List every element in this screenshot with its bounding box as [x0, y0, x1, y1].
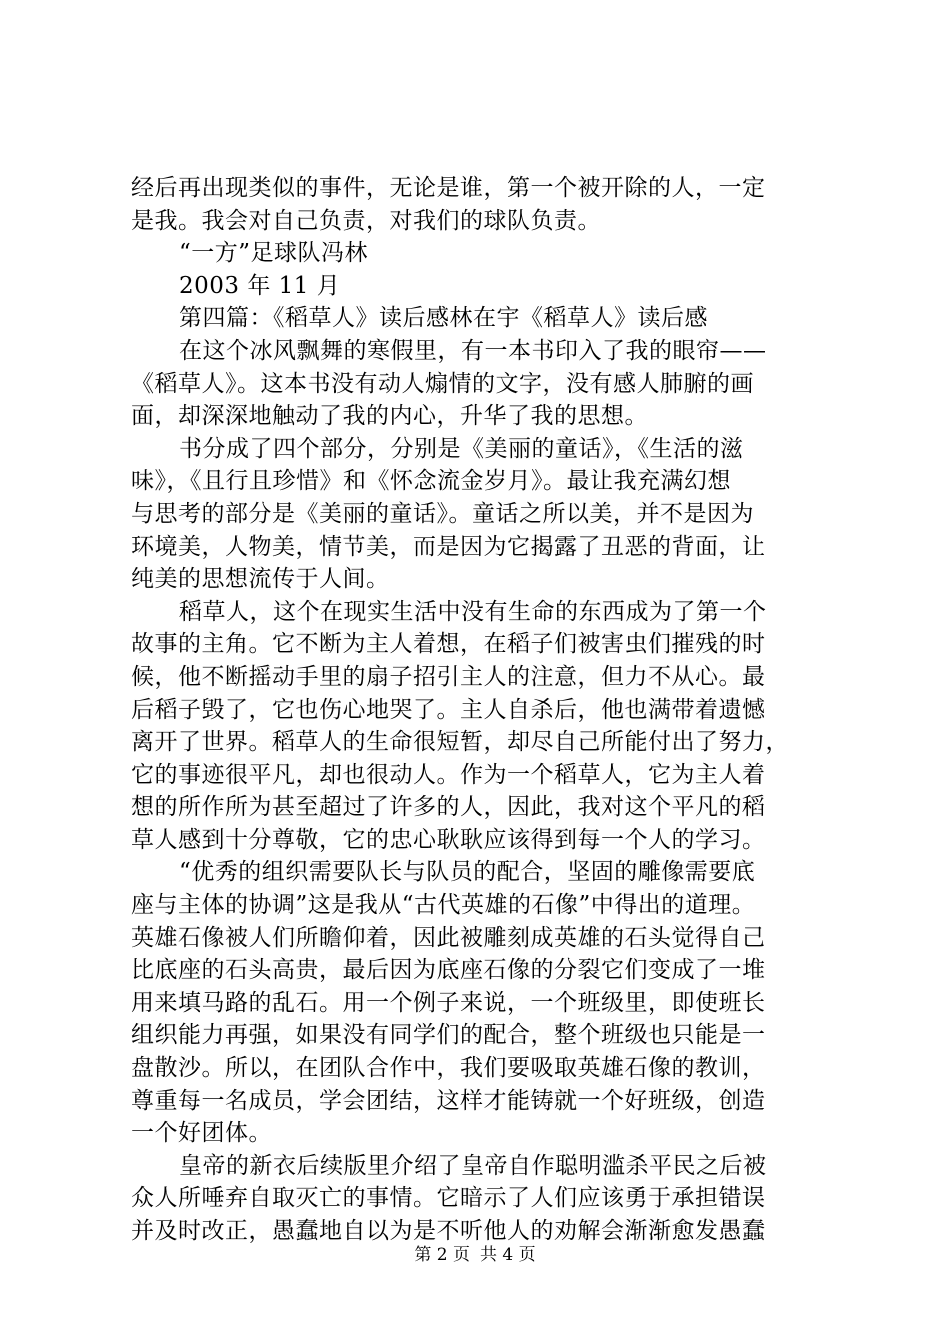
- text-line: 《稻草人》。这本书没有动人煽情的文字，没有感人肺腑的画: [131, 370, 754, 397]
- text-line: 座与主体的协调”这是我从“古代英雄的石像”中得出的道理。: [131, 892, 756, 919]
- text-line: 尊重每一名成员，学会团结，这样才能铸就一个好班级，创造: [131, 1087, 766, 1114]
- text-line: 离开了世界。稻草人的生命很短暂，却尽自己所能付出了努力，: [131, 729, 789, 756]
- text-line: 用来填马路的乱石。用一个例子来说，一个班级里，即使班长: [131, 989, 766, 1016]
- signature-line: “一方”足球队冯林: [179, 240, 369, 267]
- text-line: 稻草人，这个在现实生活中没有生命的东西成为了第一个: [179, 598, 767, 625]
- text-line: 盘散沙。所以，在团队合作中，我们要吸取英雄石像的教训，: [131, 1055, 766, 1082]
- text-line: 环境美，人物美，情节美，而是因为它揭露了丑恶的背面，让: [131, 533, 766, 560]
- text-line: 候，他不断摇动手里的扇子招引主人的注意，但力不从心。最: [131, 663, 766, 690]
- text-line: 英雄石像被人们所瞻仰着，因此被雕刻成英雄的石头觉得自己: [131, 924, 766, 951]
- text-line: 一个好团体。: [131, 1120, 272, 1147]
- text-line: 味》，《且行且珍惜》和《怀念流金岁月》。最让我充满幻想: [131, 468, 731, 495]
- text-line: 经后再出现类似的事件，无论是谁，第一个被开除的人，一定: [131, 175, 766, 201]
- text-line: 它的事迹很平凡，却也很动人。作为一个稻草人，它为主人着: [131, 761, 766, 788]
- text-line: 并及时改正，愚蠢地自以为是不听他人的劝解会渐渐愈发愚蠢: [131, 1218, 766, 1244]
- date-line: 2003 年 11 月: [179, 272, 341, 299]
- text-line: 想的所作所为甚至超过了许多的人，因此，我对这个平凡的稻: [131, 794, 766, 821]
- text-line: 草人感到十分尊敬，它的忠心耿耿应该得到每一个人的学习。: [131, 826, 766, 853]
- text-line: 众人所唾弃自取灭亡的事情。它暗示了人们应该勇于承担错误: [131, 1185, 766, 1212]
- text-line: 比底座的石头高贵，最后因为底座石像的分裂它们变成了一堆: [131, 957, 766, 984]
- section-heading: 第四篇：《稻草人》读后感林在宇《稻草人》读后感: [179, 305, 708, 332]
- text-line: 面，却深深地触动了我的内心，升华了我的思想。: [131, 403, 648, 430]
- document-body: [131, 172, 831, 1248]
- text-line: 后稻子毁了，它也伤心地哭了。主人自杀后，他也满带着遗憾: [131, 696, 766, 723]
- page-footer: [0, 1244, 950, 1266]
- text-line: 故事的主角。它不断为主人着想，在稻子们被害虫们摧残的时: [131, 631, 766, 658]
- text-line: “优秀的组织需要队长与队员的配合，坚固的雕像需要底: [179, 859, 756, 886]
- page-number: 第 2 页: [414, 1245, 470, 1265]
- text-line: 纯美的思想流传于人间。: [131, 566, 390, 593]
- text-line: 皇帝的新衣后续版里介绍了皇帝自作聪明滥杀平民之后被: [179, 1152, 767, 1179]
- page-total: 共 4 页: [480, 1245, 536, 1265]
- text-line: 组织能力再强，如果没有同学们的配合，整个班级也只能是一: [131, 1022, 766, 1049]
- text-line: 在这个冰风飘舞的寒假里，有一本书印入了我的眼帘——: [179, 337, 767, 364]
- text-line: 是我。我会对自己负责，对我们的球队负责。: [131, 207, 601, 234]
- text-line: 与思考的部分是《美丽的童话》。童话之所以美，并不是因为: [131, 500, 754, 527]
- text-line: 书分成了四个部分，分别是《美丽的童话》，《生活的滋: [179, 435, 744, 462]
